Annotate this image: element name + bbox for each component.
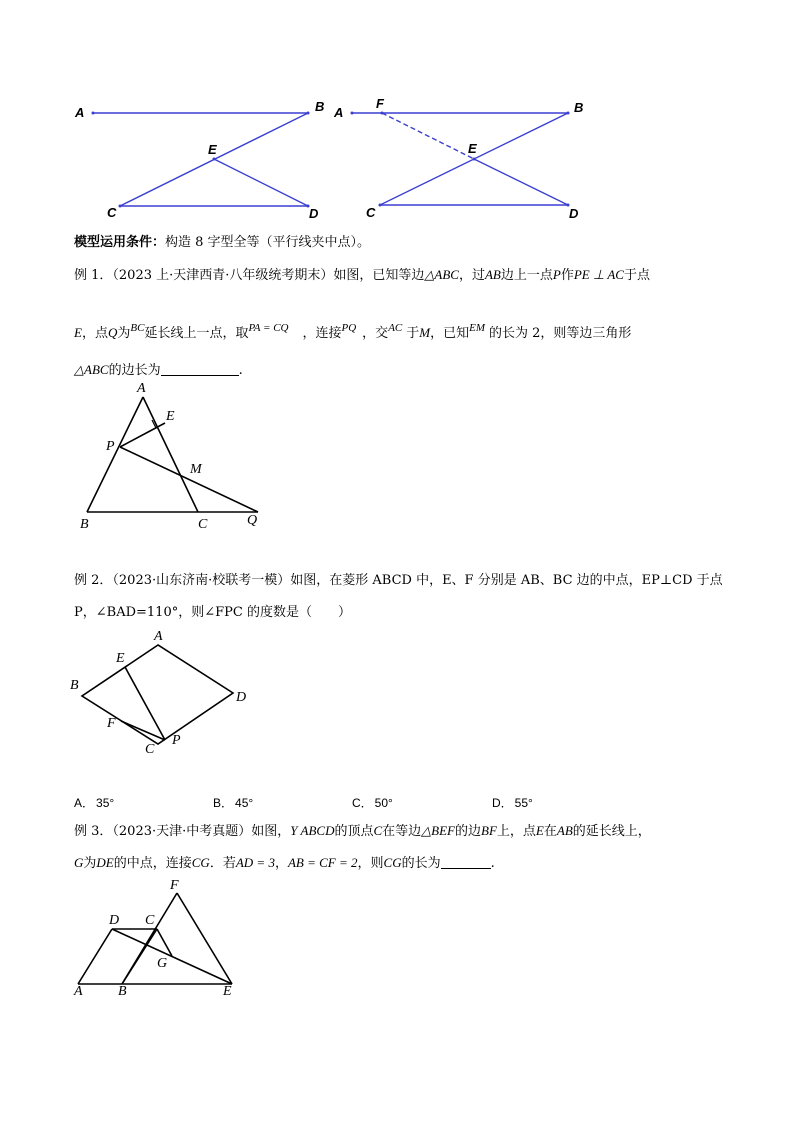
example3-bf: BF [481, 823, 497, 838]
fig4-label-D: D [236, 690, 247, 705]
option-c-letter: C． [352, 796, 373, 810]
example1-text: 于 [406, 326, 420, 341]
example3-abcf2: AB = CF = 2 [287, 855, 358, 870]
example1-ac: AC [388, 322, 403, 334]
fig4-label-E: E [116, 651, 125, 666]
option-a-letter: A． [74, 796, 95, 810]
option-c-value: 50° [374, 796, 393, 810]
example1-head: 例 1．（2023 上·天津西青·八年级统考期末）如图，已知等边 [74, 268, 425, 283]
example3-text: ， [274, 856, 288, 871]
example3-text: . [490, 856, 495, 871]
example1-tri-abc: △ABC [424, 267, 459, 282]
example1-text: 边上一点 [500, 268, 553, 283]
example1-text: ，已知 [430, 326, 470, 341]
fig4-label-P: P [172, 733, 181, 748]
fig4-label-C: C [145, 742, 155, 757]
example3-text: 在 [543, 824, 557, 839]
fig1-label-A: A [75, 105, 85, 120]
fig2-label-E: E [468, 141, 477, 156]
example3-ad3: AD = 3 [235, 855, 275, 870]
fig5-label-D: D [109, 913, 120, 928]
example1-bc: BC [130, 322, 145, 334]
example3-para: Y ABCD [290, 823, 335, 838]
fig1-label-B: B [315, 99, 325, 114]
example3-text: ，则 [357, 856, 384, 871]
example3-ab: AB [556, 823, 573, 838]
fig4-label-B: B [70, 678, 79, 693]
example1-m: M [419, 325, 431, 340]
example1-text: 的边长为 [108, 363, 161, 378]
example3-text: 的中点，连接 [113, 856, 192, 871]
example1-text: 为 [117, 326, 131, 341]
fig3-label-E: E [166, 409, 175, 424]
fig1-label-E: E [208, 142, 217, 157]
example1-tri-abc-2: △ABC [74, 362, 109, 377]
example3-g: G [74, 855, 84, 870]
example1-em: EM [469, 322, 486, 334]
example1-ab: AB [484, 267, 501, 282]
fig5-label-G: G [157, 956, 168, 971]
fig3-label-C: C [198, 517, 208, 532]
example3-text: ．若 [209, 856, 236, 871]
example3-de: DE [96, 855, 114, 870]
option-d-letter: D． [492, 796, 513, 810]
option-b-value: 45° [235, 796, 254, 810]
example3-cg-2: CG [383, 855, 402, 870]
fig5-label-C: C [145, 913, 155, 928]
fig5-label-B: B [118, 984, 127, 999]
fig3-label-P: P [106, 439, 115, 454]
example1-text: 于点 [623, 268, 650, 283]
example1-text: 的长为 2，则等边三角形 [489, 326, 632, 341]
fig5-label-A: A [74, 984, 83, 999]
example3-c: C [373, 823, 383, 838]
example1-text: ，连接 [302, 326, 342, 341]
fig3-label-B: B [80, 517, 89, 532]
example3-e: E [535, 823, 544, 838]
fig2-label-B: B [574, 100, 584, 115]
option-a-value: 35° [96, 796, 115, 810]
example1-text: 作 [560, 268, 574, 283]
fig1-label-C: C [107, 205, 117, 220]
fig2-label-A: A [334, 105, 344, 120]
fig3-label-A: A [137, 381, 146, 396]
example1-q: Q [107, 325, 118, 340]
model-condition-label: 模型运用条件： [74, 235, 166, 250]
example3-cg: CG [191, 855, 210, 870]
model-condition-text: 构造 8 字型全等（平行线夹中点）。 [165, 235, 371, 250]
example2-line1: 例 2．（2023·山东济南·校联考一模）如图，在菱形 ABCD 中，E、F 分别是 AB、BC 边的中点，EP⊥CD 于点 [74, 573, 723, 588]
example1-pe-perp-ac: PE ⊥ AC [573, 267, 624, 282]
fig4-label-F: F [107, 716, 116, 731]
example3-text: 的边 [454, 824, 481, 839]
example1-e: E [74, 325, 82, 340]
example1-text: ，过 [458, 268, 485, 283]
fig3-label-M: M [190, 462, 202, 477]
option-b-letter: B． [213, 796, 234, 810]
example3-head: 例 3．（2023·天津·中考真题）如图， [74, 824, 291, 839]
example3-text: 的延长线上， [572, 824, 651, 839]
fig5-label-F: F [170, 878, 179, 893]
fig2-label-D: D [569, 206, 579, 221]
example3-text: 的长为 [401, 856, 441, 871]
example1-text: ，交 [362, 326, 389, 341]
example1-pq: PQ [341, 322, 357, 334]
example1-text: . [238, 363, 243, 378]
example1-p: P [552, 267, 561, 282]
example1-text: 延长线上一点，取 [144, 326, 249, 341]
example3-text: 为 [83, 856, 97, 871]
example1-pa-cq: PA = CQ [248, 322, 289, 334]
fig2-label-F: F [376, 96, 384, 111]
option-d-value: 55° [514, 796, 533, 810]
example3-tri-bef: △BEF [421, 823, 455, 838]
fig4-label-A: A [154, 629, 163, 644]
fig5-label-E: E [223, 984, 232, 999]
fig3-label-Q: Q [247, 513, 258, 528]
example2-line2: P，∠BAD=110°，则∠FPC 的度数是（ ） [74, 605, 351, 620]
example1-text: ，点 [81, 326, 108, 341]
example3-text: 的顶点 [334, 824, 374, 839]
example3-text: 上，点 [496, 824, 536, 839]
fig2-label-C: C [366, 205, 376, 220]
example3-text: 在等边 [382, 824, 422, 839]
fig1-label-D: D [309, 206, 319, 221]
